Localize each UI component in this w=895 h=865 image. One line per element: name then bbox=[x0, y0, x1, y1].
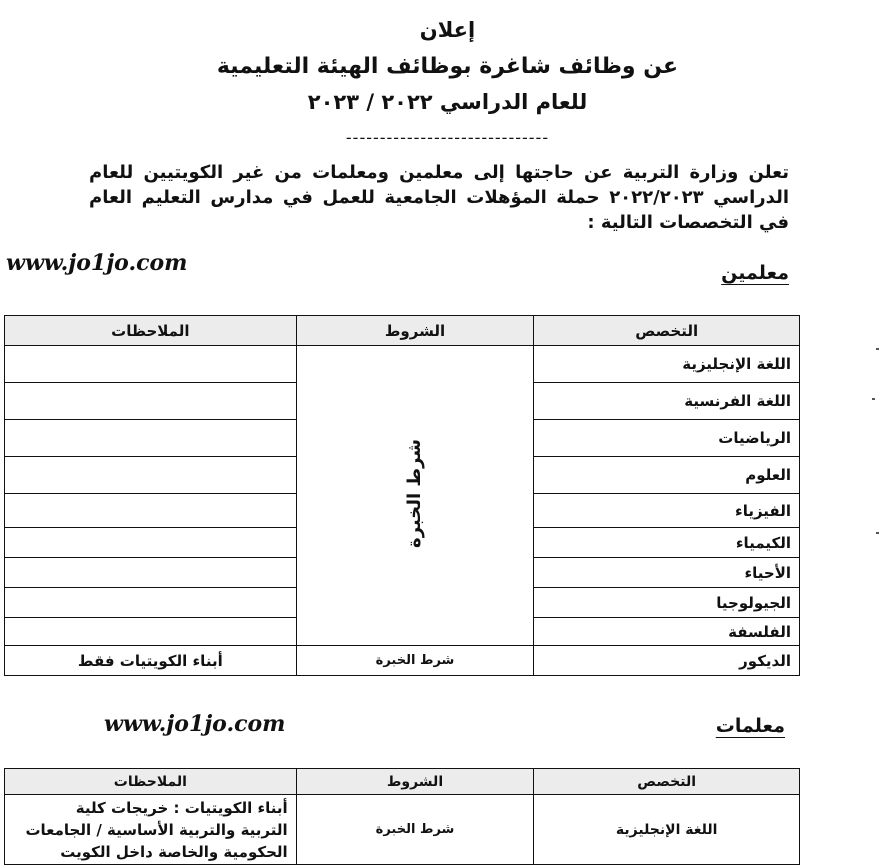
specialty-cell: اللغة الإنجليزية bbox=[534, 346, 800, 383]
condition-cell: شرط الخبرة bbox=[296, 795, 534, 865]
notes-cell bbox=[5, 588, 297, 618]
header-specialty: التخصص bbox=[534, 769, 800, 795]
scan-mark bbox=[872, 398, 875, 400]
teachers-section-title: معلمين bbox=[721, 262, 789, 284]
announcement-subtitle: عن وظائف شاغرة بوظائف الهيئة التعليمية bbox=[216, 54, 679, 79]
table-header-row bbox=[5, 316, 800, 346]
watermark-bottom: www.jo1jo.com bbox=[104, 711, 286, 737]
table-row bbox=[5, 346, 800, 383]
specialty-cell: الكيمياء bbox=[534, 528, 800, 558]
merged-condition-text: شرط الخبرة bbox=[404, 439, 426, 548]
notes-cell bbox=[5, 383, 297, 420]
table-row bbox=[5, 646, 800, 676]
notes-cell bbox=[5, 346, 297, 383]
specialty-cell: العلوم bbox=[534, 457, 800, 494]
specialty-cell: الرياضيات bbox=[534, 420, 800, 457]
condition-cell: شرط الخبرة bbox=[296, 646, 534, 676]
specialty-cell: الأحياء bbox=[534, 558, 800, 588]
notes-cell bbox=[5, 558, 297, 588]
header-notes: الملاحظات bbox=[5, 316, 297, 346]
table-header-row bbox=[5, 769, 800, 795]
specialty-cell: الديكور bbox=[534, 646, 800, 676]
scan-mark bbox=[876, 532, 879, 534]
academic-year-line: للعام الدراسي ٢٠٢٢ / ٢٠٢٣ bbox=[307, 90, 588, 114]
header-conditions: الشروط bbox=[296, 316, 534, 346]
notes-cell bbox=[5, 420, 297, 457]
notes-cell bbox=[5, 795, 297, 865]
merged-condition-cell bbox=[296, 346, 534, 646]
announcement-title: إعلان bbox=[419, 18, 476, 42]
header-conditions: الشروط bbox=[296, 769, 534, 795]
notes-cell bbox=[5, 494, 297, 528]
header-notes: الملاحظات bbox=[5, 769, 297, 795]
notes-line: أبناء الكويتيات : خريجات كلية bbox=[75, 798, 288, 817]
specialty-cell: اللغة الفرنسية bbox=[534, 383, 800, 420]
header-specialty: التخصص bbox=[534, 316, 800, 346]
teachers-table bbox=[4, 315, 800, 676]
notes-cell bbox=[5, 457, 297, 494]
notes-cell bbox=[5, 618, 297, 646]
notes-cell bbox=[5, 528, 297, 558]
notes-cell: أبناء الكويتيات فقط bbox=[5, 646, 297, 676]
specialty-cell: الجيولوجيا bbox=[534, 588, 800, 618]
intro-paragraph: تعلن وزارة التربية عن حاجتها إلى معلمين ومعلمات من غير الكويتيين للعام الدراسي ٢٠٢٢/٢٠٢٣ حملة المؤهلات الجامعية للعمل في مدارس التعليم العام في التخصصات التالية : bbox=[89, 162, 789, 233]
female-teachers-section-title: معلمات bbox=[715, 715, 785, 737]
watermark-top: www.jo1jo.com bbox=[6, 250, 188, 276]
female-teachers-table bbox=[4, 768, 800, 865]
notes-line: التربية والتربية الأساسية / الجامعات bbox=[25, 820, 288, 839]
notes-line: الحكومية والخاصة داخل الكويت bbox=[60, 842, 288, 861]
separator-line: ------------------------------ bbox=[345, 128, 550, 147]
specialty-cell: الفيزياء bbox=[534, 494, 800, 528]
specialty-cell: اللغة الإنجليزية bbox=[534, 795, 800, 865]
scan-mark bbox=[876, 348, 879, 350]
table-row bbox=[5, 795, 800, 865]
specialty-cell: الفلسفة bbox=[534, 618, 800, 646]
